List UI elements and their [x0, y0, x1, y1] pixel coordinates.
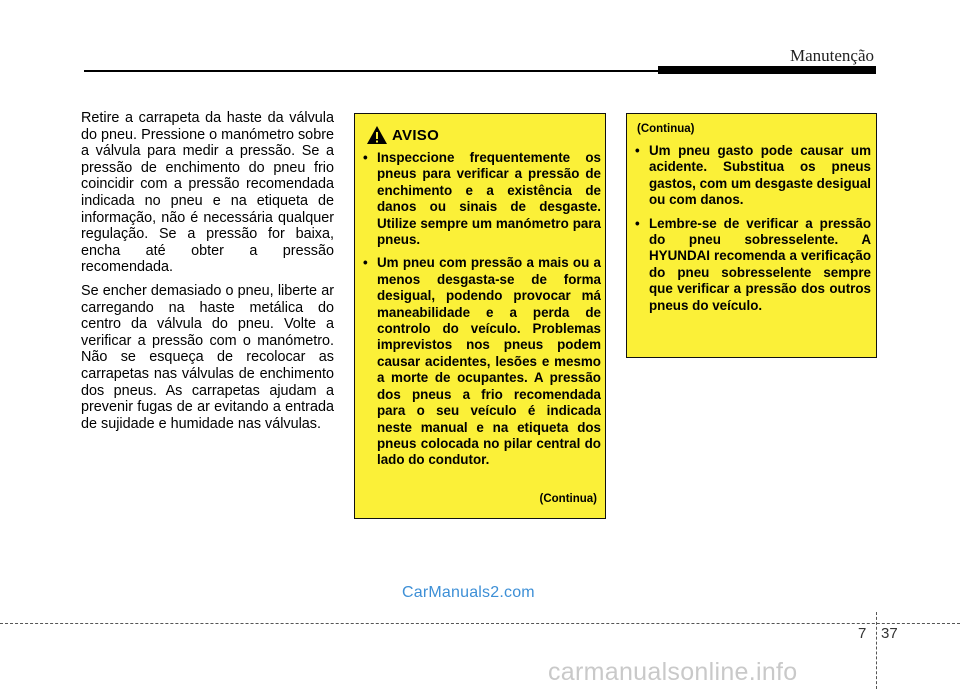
warning-box — [354, 113, 606, 519]
footer-watermark: carmanualsonline.info — [548, 658, 798, 686]
header-rule — [84, 70, 658, 72]
body-paragraph: Retire a carrapeta da haste da válvula do pneu. Pressione o manómetro sobre a válvula para medir a pressão. Se a pressão de enchimento do pneu frio coincidir com a pressão recomendada indicada no pneu e na etiqueta de informação, não é necessária qualquer regulação. Se a pressão for baixa, encha até obter a pressão recomendada. — [81, 110, 334, 276]
watermark-link[interactable]: CarManuals2.com — [402, 584, 535, 601]
warning-item: • Inspeccione frequentemente os pneus para verificar a pressão de enchimento e a existência de danos ou sinais de desgaste. Utilize sempre um manómetro para pneus. — [361, 150, 601, 248]
continuation-list — [633, 143, 871, 321]
body-text — [81, 110, 334, 439]
continues-label: (Continua) — [539, 493, 597, 505]
section-title: Manutenção — [789, 46, 874, 65]
footer-divider — [0, 623, 960, 624]
page-number: 37 — [881, 625, 898, 642]
continuation-box — [626, 113, 877, 358]
chapter-number: 7 — [858, 625, 867, 642]
warning-list — [361, 150, 601, 476]
warning-triangle-icon — [366, 125, 388, 145]
continuation-item: • Lembre-se de verificar a pressão do pneu sobresselente. A HYUNDAI recomenda a verificação do pneu sobresselente sempre que verificar a pressão dos outros pneus do veículo. — [633, 216, 871, 314]
footer-vertical-divider — [876, 612, 877, 689]
warning-header — [366, 124, 439, 146]
warning-title: AVISO — [392, 126, 440, 144]
body-paragraph: Se encher demasiado o pneu, liberte ar carregando na haste metálica do centro da válvula do pneu. Volte a verificar a pressão com o manómetro. Não se esqueça de recolocar as carrapetas nas válvulas de enchimento dos pneus. As carrapetas ajudam a prevenir fugas de ar evitando a entrada de sujidade e humidade nas válvulas. — [81, 282, 334, 432]
continued-label: (Continua) — [637, 123, 695, 135]
warning-item: • Um pneu com pressão a mais ou a menos desgasta-se de forma desigual, podendo provocar má maneabilidade e a perda de controlo do veículo. Problemas imprevistos nos pneus podem causar acidentes, lesões e mesmo a morte de ocupantes. A pressão dos pneus a frio recomendada para o seu veículo é indicada neste manual e na etiqueta dos pneus colocada no pilar central do lado do condutor. — [361, 255, 601, 468]
continuation-item: • Um pneu gasto pode causar um acidente. Substitua os pneus gastos, com um desgaste desigual ou com danos. — [633, 143, 871, 209]
header-rule-thick — [658, 66, 876, 74]
